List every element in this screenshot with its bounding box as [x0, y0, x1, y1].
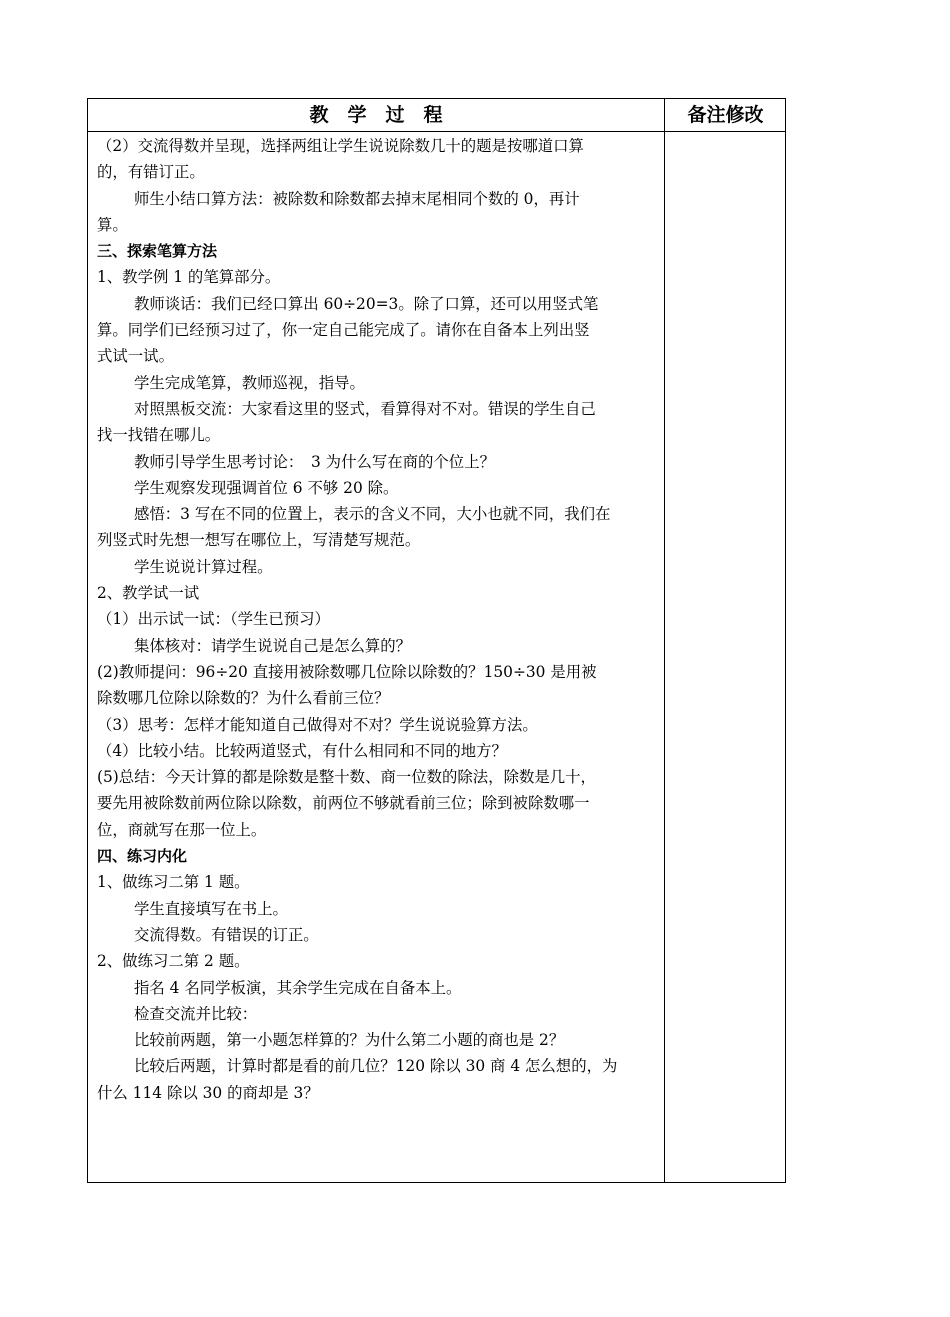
content-line: 学生说说计算过程。 — [134, 557, 273, 576]
content-line: 师生小结口算方法：被除数和除数都去掉末尾相同个数的 0，再计 — [134, 189, 580, 208]
content-line: 算。同学们已经预习过了，你一定自己能完成了。请你在自备本上列出竖 — [97, 321, 590, 340]
content-line: 教师引导学生思考讨论： 3 为什么写在商的个位上？ — [134, 452, 495, 471]
content-line: 除数哪几位除以除数的？为什么看前三位？ — [97, 689, 390, 708]
content-line: 学生观察发现强调首位 6 不够 20 除。 — [134, 478, 399, 497]
content-line: 什么 114 除以 30 的商却是 3？ — [97, 1083, 319, 1102]
teaching-process-header: 教 学 过 程 — [309, 104, 443, 126]
content-line: 交流得数。有错误的订正。 — [134, 925, 319, 944]
content-line: （4）比较小结。比较两道竖式，有什么相同和不同的地方？ — [97, 741, 507, 760]
content-line: 2、教学试一试 — [97, 584, 200, 603]
content-line: （2）交流得数并呈现，选择两组让学生说说除数几十的题是按哪道口算 — [97, 137, 584, 155]
notes-revision-header: 备注修改 — [687, 104, 764, 126]
content-line: 找一找错在哪儿。 — [97, 426, 221, 445]
content-line: 的，有错订正。 — [97, 163, 205, 182]
section-heading: 三、探索笔算方法 — [97, 242, 218, 261]
content-line: 对照黑板交流：大家看这里的竖式，看算得对不对。错误的学生自己 — [134, 399, 596, 418]
content-line: 1、做练习二第 1 题。 — [97, 873, 250, 892]
content-line: 学生直接填写在书上。 — [134, 899, 288, 918]
content-line: 检查交流并比较： — [134, 1004, 258, 1023]
content-line: (2)教师提问：96÷20 直接用被除数哪几位除以除数的？150÷30 是用被 — [97, 662, 597, 681]
content-line: 算。 — [97, 215, 128, 234]
content-line: (5)总结：今天计算的都是除数是整十数、商一位数的除法，除数是几十， — [97, 768, 596, 787]
content-line: 位，商就写在那一位上。 — [97, 820, 267, 839]
content-line: 学生完成笔算，教师巡视，指导。 — [134, 373, 365, 392]
content-line: 感悟：3 写在不同的位置上，表示的含义不同，大小也就不同，我们在 — [134, 505, 611, 524]
content-line: 1、教学例 1 的笔算部分。 — [97, 268, 281, 287]
section-heading: 四、练习内化 — [97, 847, 188, 866]
content-line: 教师谈话：我们已经口算出 60÷20=3。除了口算，还可以用竖式笔 — [134, 294, 599, 313]
teaching-process-content — [97, 133, 657, 1106]
content-line: 式试一试。 — [97, 347, 174, 366]
lesson-plan-table — [87, 98, 786, 1183]
notes-revision-cell — [665, 132, 786, 1182]
content-line: 比较后两题，计算时都是看的前几位？120 除以 30 商 4 怎么想的，为 — [134, 1057, 618, 1076]
content-line: 比较前两题，第一小题怎样算的？为什么第二小题的商也是 2？ — [134, 1031, 565, 1050]
content-line: （1）出示试一试：（学生已预习） — [97, 610, 330, 629]
content-line: 要先用被除数前两位除以除数，前两位不够就看前三位；除到被除数哪一 — [97, 794, 590, 813]
content-line: 列竖式时先想一想写在哪位上，写清楚写规范。 — [97, 531, 421, 550]
content-line: 2、做练习二第 2 题。 — [97, 952, 250, 971]
content-line: 集体核对：请学生说说自己是怎么算的？ — [134, 636, 412, 655]
content-line: 指名 4 名同学板演，其余学生完成在自备本上。 — [134, 978, 462, 997]
content-line: （3）思考：怎样才能知道自己做得对不对？学生说说验算方法。 — [97, 715, 538, 734]
